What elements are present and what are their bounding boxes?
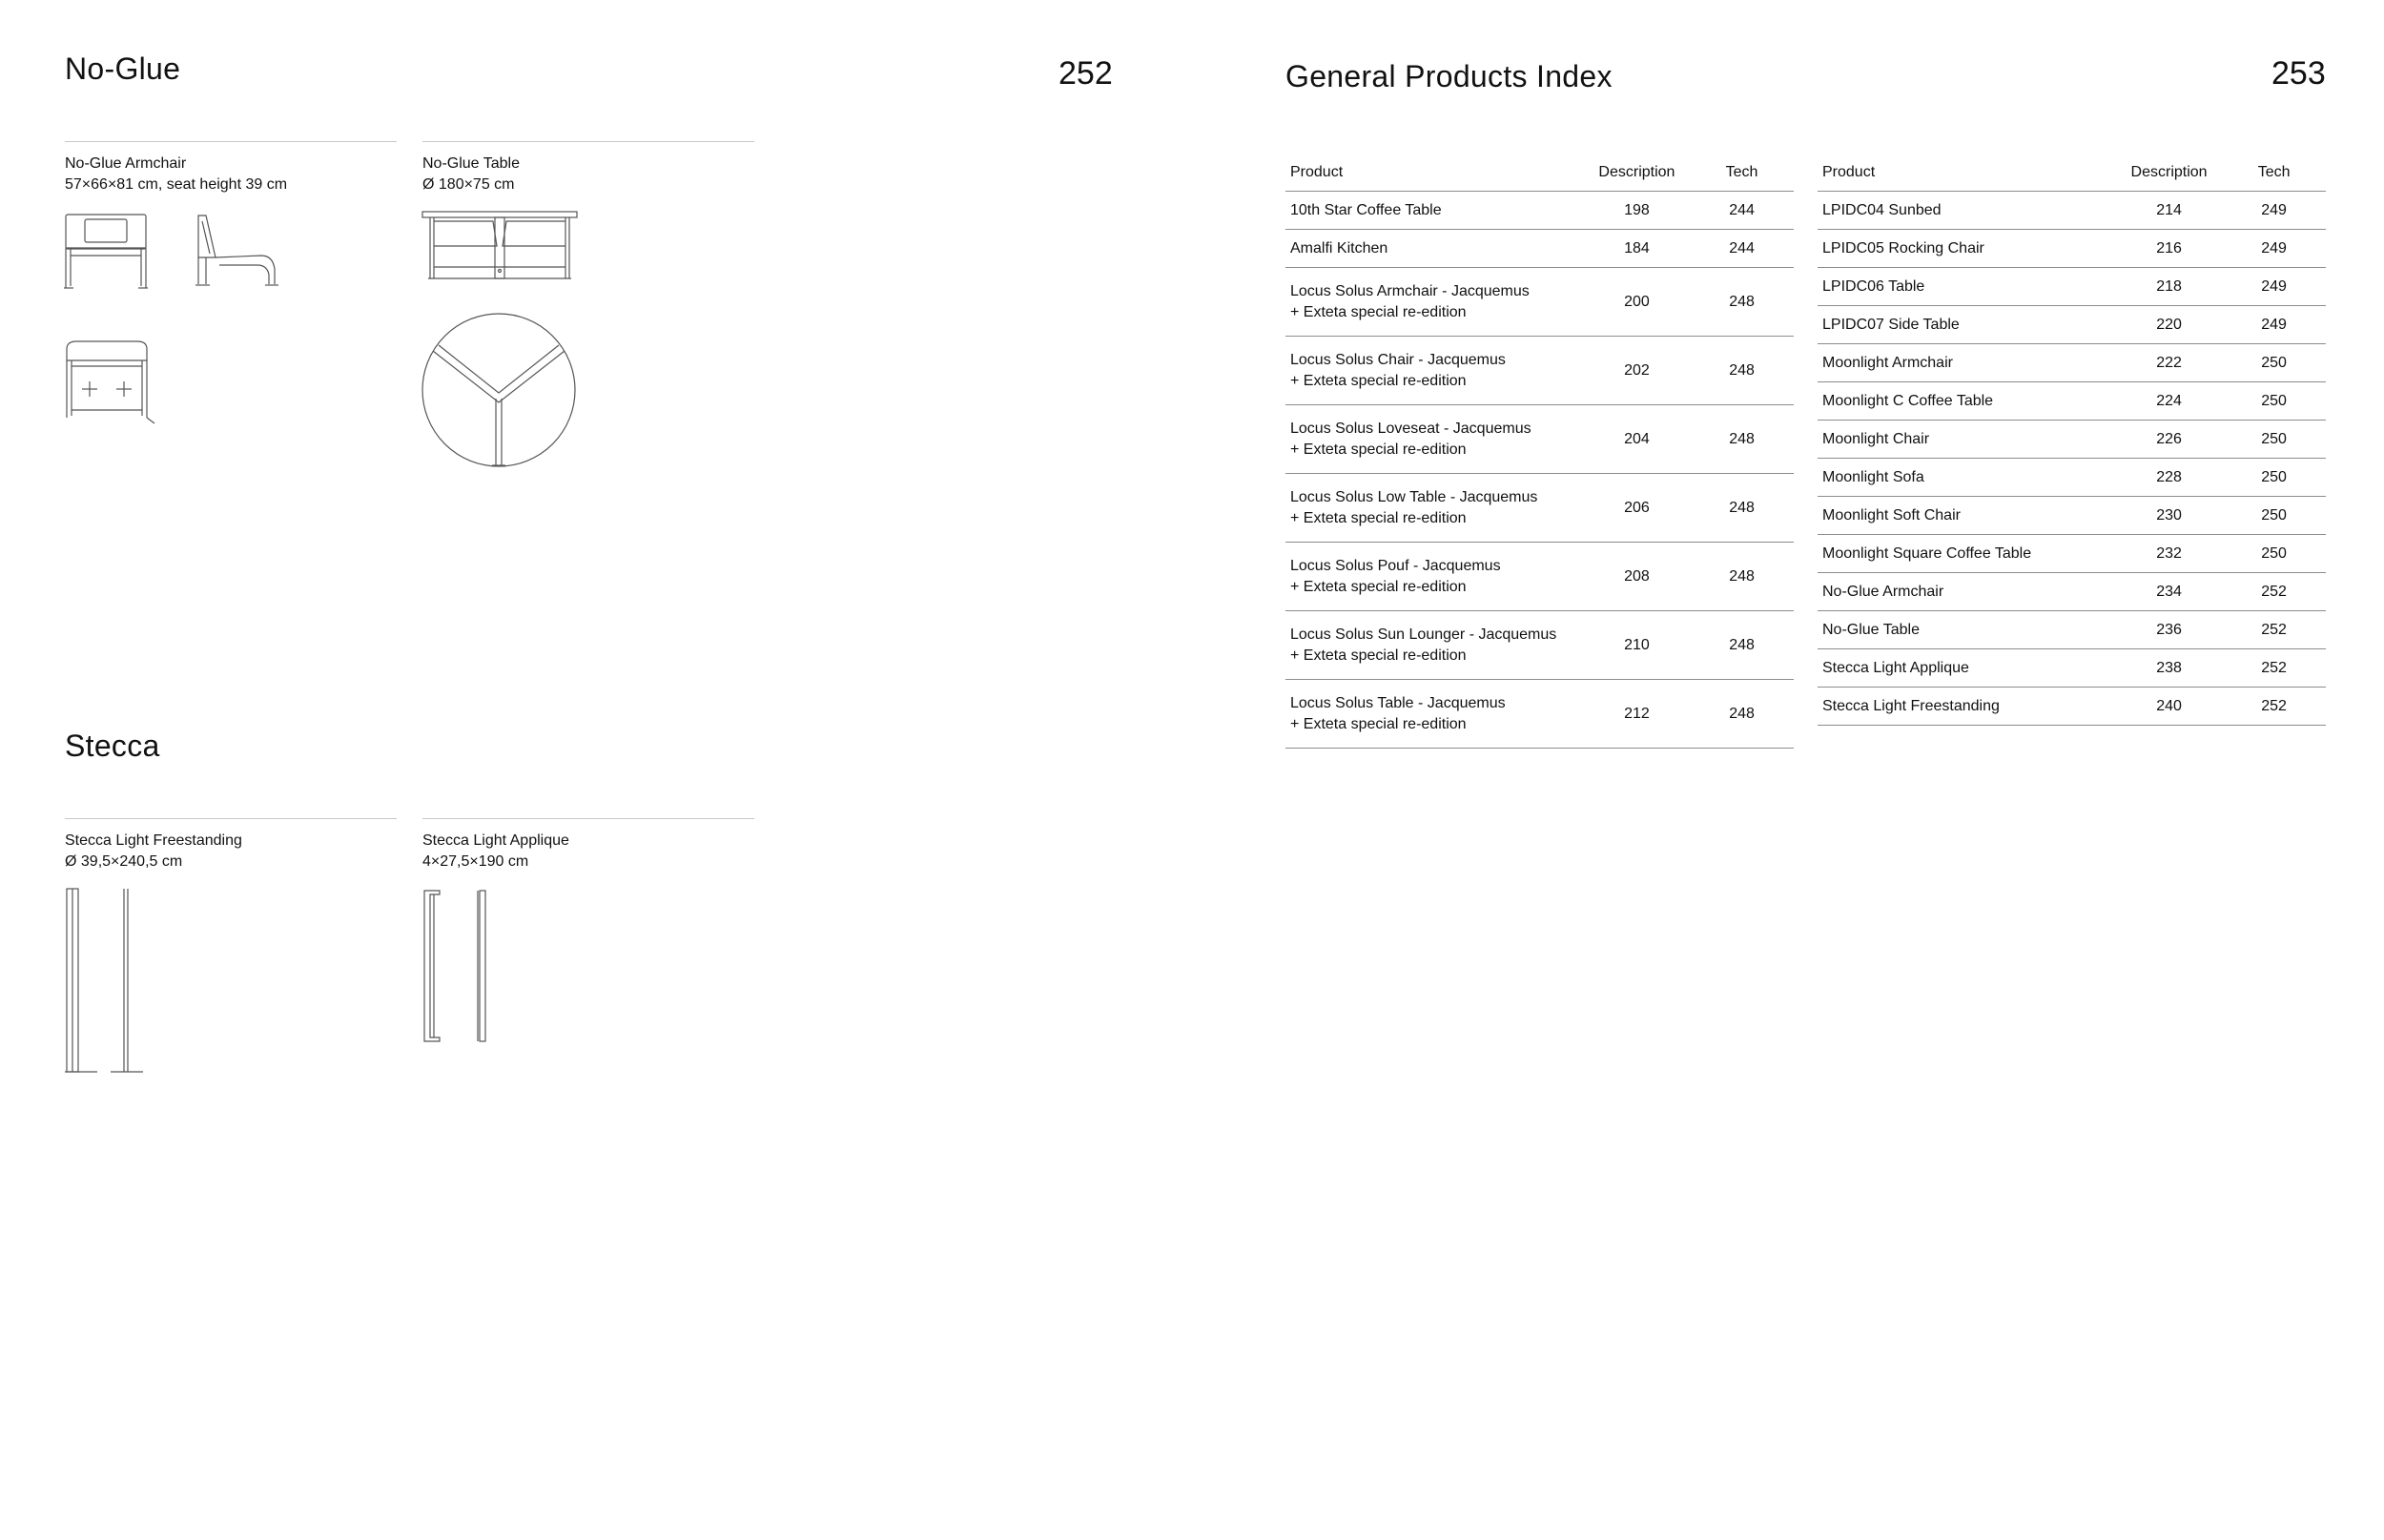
description-page: 220 <box>2116 306 2222 344</box>
description-page: 206 <box>1584 474 1690 543</box>
tech-page: 248 <box>1690 611 1794 680</box>
armchair-side-drawing <box>195 212 282 290</box>
product-dimensions: 57×66×81 cm, seat height 39 cm <box>65 176 288 193</box>
product-cell <box>1818 611 2116 649</box>
description-page: 210 <box>1584 611 1690 680</box>
description-page: 204 <box>1584 405 1690 474</box>
tech-page: 250 <box>2222 382 2326 421</box>
product-name: Locus Solus Pouf - Jacquemus <box>1290 557 1501 574</box>
product-name: Moonlight Chair <box>1822 430 1930 447</box>
table-row <box>1285 680 1794 749</box>
tech-page: 250 <box>2222 459 2326 497</box>
table-row <box>1285 405 1794 474</box>
column-header-tech: Tech <box>2222 143 2326 192</box>
table-row <box>1818 688 2326 726</box>
product-cell <box>1818 344 2116 382</box>
tech-page: 249 <box>2222 230 2326 268</box>
table-top-drawing <box>420 311 578 469</box>
page-number-right: 253 <box>2271 55 2326 92</box>
tech-page: 248 <box>1690 405 1794 474</box>
product-cell <box>1818 421 2116 459</box>
table-row <box>1285 474 1794 543</box>
product-cell <box>1818 688 2116 726</box>
product-name: Locus Solus Sun Lounger - Jacquemus <box>1290 626 1557 643</box>
product-name: Moonlight Sofa <box>1822 468 1924 485</box>
table-row <box>1818 497 2326 535</box>
product-name: Locus Solus Chair - Jacquemus <box>1290 351 1506 368</box>
tech-page: 248 <box>1690 474 1794 543</box>
product-edition: + Exteta special re-edition <box>1290 715 1467 732</box>
stecca-freestanding-drawing <box>63 887 149 1074</box>
description-page: 240 <box>2116 688 2222 726</box>
product-cell <box>1285 474 1584 543</box>
product-cell <box>1285 611 1584 680</box>
product-edition: + Exteta special re-edition <box>1290 509 1467 526</box>
description-page: 208 <box>1584 543 1690 611</box>
table-row <box>1285 543 1794 611</box>
table-row <box>1818 573 2326 611</box>
description-page: 216 <box>2116 230 2222 268</box>
column-header-product: Product <box>1285 143 1584 192</box>
product-stecca-freestanding <box>65 818 397 873</box>
table-row <box>1285 230 1794 268</box>
index-title: General Products Index <box>1285 59 1613 93</box>
table-row <box>1285 192 1794 230</box>
product-name: Locus Solus Low Table - Jacquemus <box>1290 488 1538 505</box>
product-cell <box>1818 306 2116 344</box>
product-cell <box>1285 405 1584 474</box>
product-no-glue-table <box>422 141 754 195</box>
product-cell <box>1285 337 1584 405</box>
product-edition: + Exteta special re-edition <box>1290 303 1467 320</box>
product-cell <box>1818 649 2116 688</box>
product-cell <box>1818 573 2116 611</box>
product-name: Locus Solus Armchair - Jacquemus <box>1290 282 1530 299</box>
tech-page: 250 <box>2222 421 2326 459</box>
product-name: No-Glue Armchair <box>65 155 187 172</box>
description-page: 218 <box>2116 268 2222 306</box>
product-name: Moonlight Soft Chair <box>1822 506 1961 524</box>
description-page: 230 <box>2116 497 2222 535</box>
product-dimensions: 4×27,5×190 cm <box>422 853 529 870</box>
description-page: 212 <box>1584 680 1690 749</box>
description-page: 224 <box>2116 382 2222 421</box>
tech-page: 252 <box>2222 688 2326 726</box>
table-row <box>1818 192 2326 230</box>
product-name: Moonlight Armchair <box>1822 354 1953 371</box>
tech-page: 252 <box>2222 611 2326 649</box>
armchair-top-drawing <box>63 339 156 425</box>
product-dimensions: Ø 39,5×240,5 cm <box>65 853 183 870</box>
page-number-left: 252 <box>1058 55 1113 92</box>
product-edition: + Exteta special re-edition <box>1290 372 1467 389</box>
table-row <box>1818 611 2326 649</box>
product-cell <box>1285 680 1584 749</box>
table-row <box>1818 382 2326 421</box>
table-row <box>1818 268 2326 306</box>
tech-page: 249 <box>2222 192 2326 230</box>
product-name: Stecca Light Freestanding <box>1822 697 2000 714</box>
column-header-description: Description <box>1584 143 1690 192</box>
tech-page: 248 <box>1690 268 1794 337</box>
product-cell <box>1285 268 1584 337</box>
description-page: 228 <box>2116 459 2222 497</box>
product-edition: + Exteta special re-edition <box>1290 578 1467 595</box>
product-cell <box>1285 192 1584 230</box>
right-page <box>1192 0 2384 1540</box>
product-name: Stecca Light Applique <box>422 832 569 849</box>
table-row <box>1818 306 2326 344</box>
product-cell <box>1818 230 2116 268</box>
description-page: 234 <box>2116 573 2222 611</box>
product-name: LPIDC05 Rocking Chair <box>1822 239 1984 257</box>
product-edition: + Exteta special re-edition <box>1290 647 1467 664</box>
table-row <box>1285 268 1794 337</box>
product-stecca-applique <box>422 818 754 873</box>
product-name: No-Glue Armchair <box>1822 583 1944 600</box>
tech-page: 249 <box>2222 268 2326 306</box>
product-name: No-Glue Table <box>1822 621 1920 638</box>
description-page: 232 <box>2116 535 2222 573</box>
tech-page: 248 <box>1690 543 1794 611</box>
product-name: LPIDC06 Table <box>1822 277 1925 295</box>
table-side-drawing <box>421 210 581 284</box>
product-cell <box>1818 535 2116 573</box>
description-page: 222 <box>2116 344 2222 382</box>
table-row <box>1818 344 2326 382</box>
description-page: 200 <box>1584 268 1690 337</box>
product-cell <box>1818 192 2116 230</box>
tech-page: 250 <box>2222 535 2326 573</box>
product-name: LPIDC04 Sunbed <box>1822 201 1942 218</box>
table-row <box>1285 611 1794 680</box>
product-no-glue-armchair <box>65 141 397 195</box>
description-page: 184 <box>1584 230 1690 268</box>
product-cell <box>1818 497 2116 535</box>
column-header-product: Product <box>1818 143 2116 192</box>
product-dimensions: Ø 180×75 cm <box>422 176 515 193</box>
product-name: LPIDC07 Side Table <box>1822 316 1960 333</box>
product-name: Stecca Light Freestanding <box>65 832 242 849</box>
column-header-description: Description <box>2116 143 2222 192</box>
column-header-tech: Tech <box>1690 143 1794 192</box>
product-name: Locus Solus Loveseat - Jacquemus <box>1290 420 1531 437</box>
product-edition: + Exteta special re-edition <box>1290 441 1467 458</box>
index-table-right <box>1818 143 2326 726</box>
index-table-left <box>1285 143 1794 749</box>
table-row <box>1818 459 2326 497</box>
product-name: Moonlight Square Coffee Table <box>1822 544 2032 562</box>
stecca-applique-drawing <box>421 887 497 1049</box>
tech-page: 244 <box>1690 192 1794 230</box>
section-title-no-glue: No-Glue <box>65 51 181 86</box>
description-page: 202 <box>1584 337 1690 405</box>
product-cell <box>1818 382 2116 421</box>
tech-page: 252 <box>2222 649 2326 688</box>
description-page: 236 <box>2116 611 2222 649</box>
tech-page: 250 <box>2222 497 2326 535</box>
tech-page: 244 <box>1690 230 1794 268</box>
product-name: Locus Solus Table - Jacquemus <box>1290 694 1506 711</box>
product-name: No-Glue Table <box>422 155 520 172</box>
table-row <box>1818 535 2326 573</box>
armchair-front-drawing <box>63 212 151 290</box>
description-page: 198 <box>1584 192 1690 230</box>
table-row <box>1818 421 2326 459</box>
product-name: Amalfi Kitchen <box>1290 239 1388 257</box>
table-row <box>1818 649 2326 688</box>
product-cell <box>1285 543 1584 611</box>
product-name: Stecca Light Applique <box>1822 659 1969 676</box>
description-page: 238 <box>2116 649 2222 688</box>
description-page: 214 <box>2116 192 2222 230</box>
table-row <box>1818 230 2326 268</box>
section-title-stecca: Stecca <box>65 729 160 763</box>
table-row <box>1285 337 1794 405</box>
tech-page: 252 <box>2222 573 2326 611</box>
product-name: 10th Star Coffee Table <box>1290 201 1442 218</box>
tech-page: 250 <box>2222 344 2326 382</box>
product-cell <box>1818 268 2116 306</box>
product-cell <box>1285 230 1584 268</box>
product-cell <box>1818 459 2116 497</box>
tech-page: 248 <box>1690 680 1794 749</box>
description-page: 226 <box>2116 421 2222 459</box>
product-name: Moonlight C Coffee Table <box>1822 392 1994 409</box>
tech-page: 248 <box>1690 337 1794 405</box>
tech-page: 249 <box>2222 306 2326 344</box>
